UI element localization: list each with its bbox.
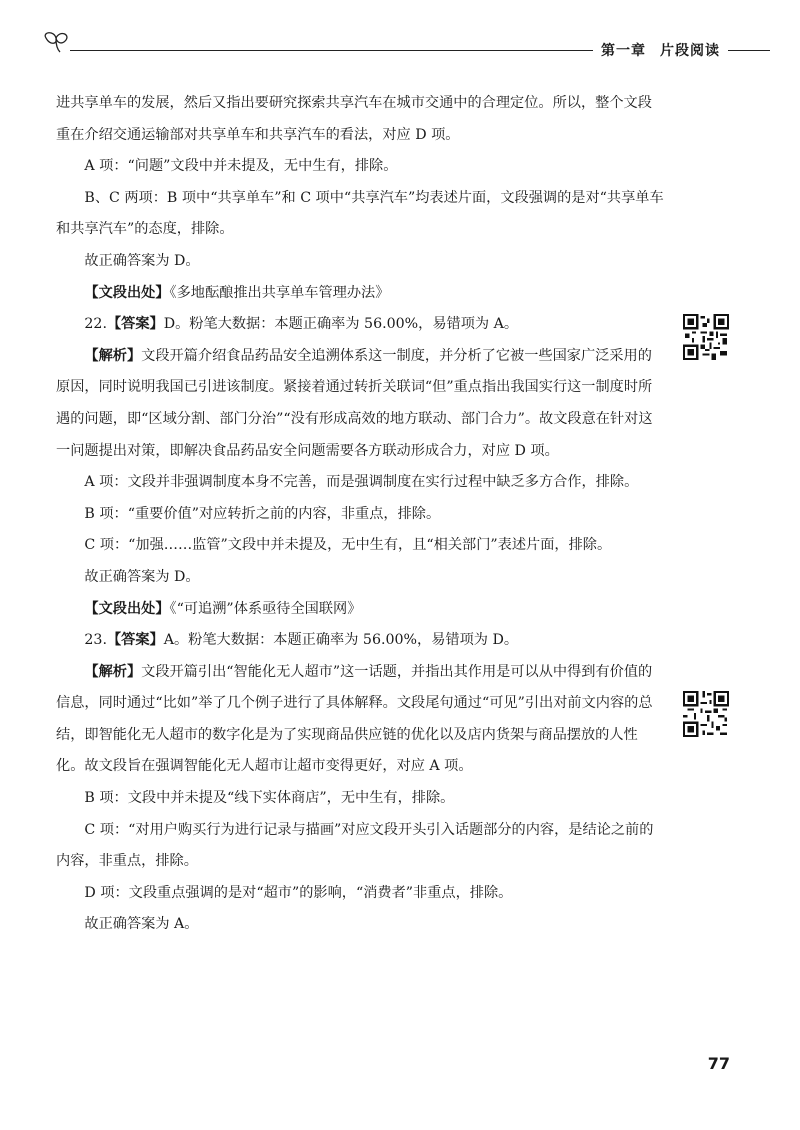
paragraph: A 项：“问题”文段中并未提及，无中生有，排除。 [84,158,398,175]
source-line: 【文段出处】《多地酝酿推出共享单车管理办法》 [84,284,390,301]
qr-code-icon[interactable] [683,314,729,360]
paragraph: B、C 两项：B 项中“共享单车”和 C 项中“共享汽车”均表述片面，文段强调的是对“共享单车和共享汽车”的态度，排除。 [56,189,664,238]
paragraph: B 项：文段中并未提及“线下实体商店”，无中生有，排除。 [84,790,455,807]
page-header [40,30,770,60]
analysis-label: 【解析】 [84,347,142,364]
source-line: 【文段出处】《“可追溯”体系亟待全国联网》 [84,600,362,617]
question-number: 23. [84,632,107,649]
paragraph: 进共享单车的发展，然后又指出要研究探索共享汽车在城市交通中的合理定位。所以，整个文段重在介绍交通运输部对共享单车和共享汽车的看法，对应 D 项。 [56,95,652,143]
paragraph: A 项：文段并非强调制度本身不完善，而是强调制度在实行过程中缺乏多方合作，排除。 [84,474,639,491]
source-label: 【文段出处】 [84,600,170,617]
paragraph: C 项：“加强……监管”文段中并未提及，无中生有，且“相关部门”表述片面，排除。 [84,537,612,554]
page-number: 77 [707,1054,730,1073]
leaf-ornament-icon [40,30,76,56]
paragraph: D 项：文段重点强调的是对“超市”的影响，“消费者”非重点，排除。 [84,884,513,901]
source-label: 【文段出处】 [84,284,170,301]
answer-line: 故正确答案为 A。 [84,916,199,933]
analysis-paragraph: 【解析】文段开篇引出“智能化无人超市”这一话题，并指出其作用是可以从中得到有价值的信息，同时通过“比如”举了几个例子进行了具体解释。文段尾句通过“可见”引出对前文内容的总结，即智能化无人超市的数字化是为了实现商品供应链的优化以及店内货架与商品摆放的人性化。故文段旨在强调智能化无人超市让超市变得更好，对应 A 项。 [56,663,653,775]
analysis-paragraph: 【解析】文段开篇介绍食品药品安全追溯体系这一制度，并分析了它被一些国家广泛采用的原因，同时说明我国已引进该制度。紧接着通过转折关联词“但”重点指出我国实行这一制度时所遇的问题，即“区域分割、部门分治”“没有形成高效的地方联动、部门合力”。故文段意在针对这一问题提出对策，即解决食品药品安全问题需要各方联动形成合力，对应 D 项。 [56,347,653,459]
question-answer: 22.【答案】D。粉笔大数据：本题正确率为 56.00%，易错项为 A。 [84,316,519,333]
section-title: 片段阅读 [660,43,720,59]
body-text [56,88,666,941]
question-number: 22. [84,316,107,333]
answer-line: 故正确答案为 D。 [84,568,200,585]
qr-code-icon[interactable] [683,691,729,737]
paragraph: B 项：“重要价值”对应转折之前的内容，非重点，排除。 [84,505,441,522]
answer-label: 【答案】 [106,632,164,649]
answer-line: 故正确答案为 D。 [84,252,200,269]
analysis-label: 【解析】 [84,663,142,680]
chapter-number: 第一章 [601,43,646,59]
question-answer: 23.【答案】A。粉笔大数据：本题正确率为 56.00%，易错项为 D。 [84,632,519,649]
chapter-heading [593,40,728,60]
answer-label: 【答案】 [106,316,164,333]
paragraph: C 项：“对用户购买行为进行记录与描画”对应文段开头引入话题部分的内容，是结论之前的内容，非重点，排除。 [56,821,654,870]
